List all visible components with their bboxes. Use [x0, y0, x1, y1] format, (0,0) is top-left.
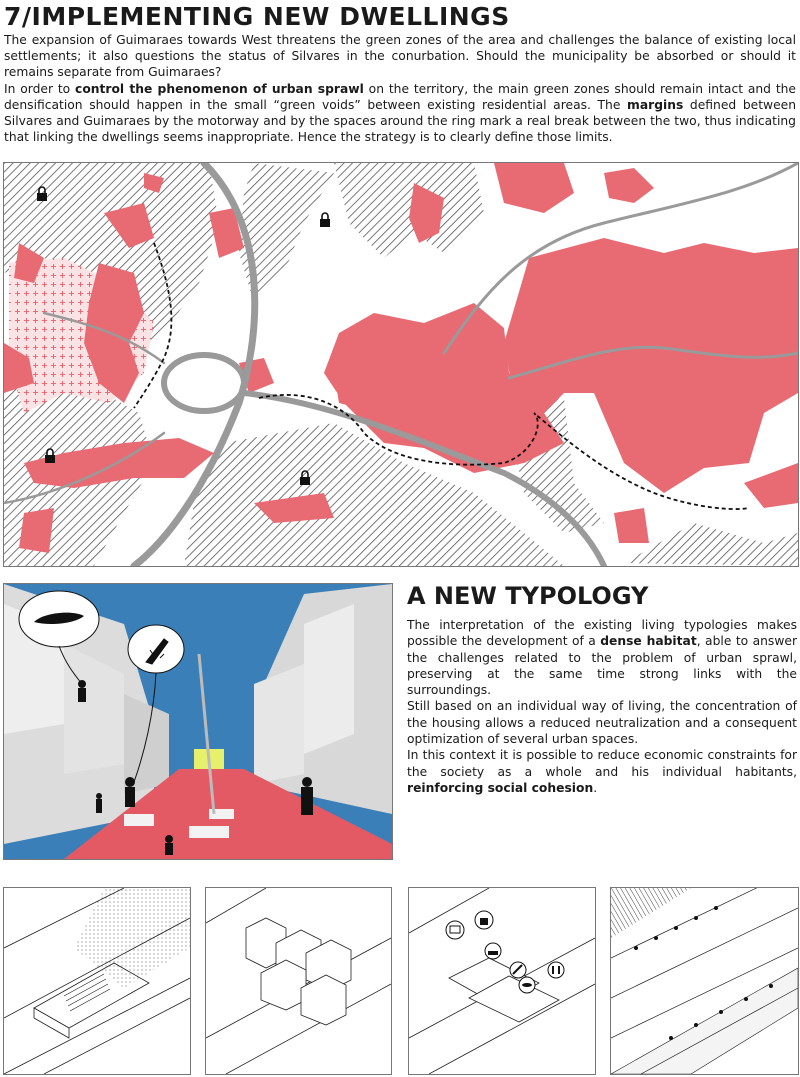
typology-paragraph-3: In this context it is possible to reduce economic constraints for the society as a whole and his individual habitants, reinforcing social cohesion. [407, 748, 797, 795]
bed-icon [485, 943, 501, 959]
street-render [3, 583, 393, 860]
tools-icon [548, 962, 564, 978]
intro-paragraph-1: The expansion of Guimaraes towards West threatens the green zones of the area and challenges the balance of existing local settlements; it also questions the status of Silvares in the conurbation. Should the municipality be absorbed or should it remains separate from Guimaraes? [4, 33, 796, 80]
shop-icon [475, 911, 493, 929]
page-title: 7/IMPLEMENTING NEW DWELLINGS [4, 2, 510, 31]
intro-paragraph-2: In order to control the phenomenon of urban sprawl on the territory, the main green zones should remain intact and the densification should happen in the small “green voids” between existing residential areas. The margins defined between Silvares and Guimaraes by the motorway and by the spaces around the ring mark a real break between the two, thus indicating that linking the dwellings seems inappropriate. Hence the strategy is to clearly define those limits. [4, 81, 796, 145]
typology-text [407, 617, 797, 796]
axonometric-panel-3 [408, 887, 596, 1075]
axonometric-panel-1 [3, 887, 191, 1075]
axonometric-panel-4 [610, 887, 799, 1075]
typology-paragraph-2: Still based on an individual way of living, the concentration of the housing allows a reduced neutralization and a consequent optimization of several urban spaces. [407, 699, 797, 747]
typology-title: A NEW TYPOLOGY [407, 582, 649, 610]
envelope-icon [446, 921, 464, 939]
axonometric-panel-2 [205, 887, 392, 1075]
territory-map [3, 162, 799, 567]
typology-paragraph-1: The interpretation of the existing living typologies makes possible the development of a dense habitat, able to answer the challenges related to the problem of urban sprawl, preserving at the same time strong links with the surroundings. [407, 618, 798, 698]
rocket-icon [510, 962, 526, 978]
intro-text [4, 32, 796, 145]
fish-icon [519, 977, 535, 993]
